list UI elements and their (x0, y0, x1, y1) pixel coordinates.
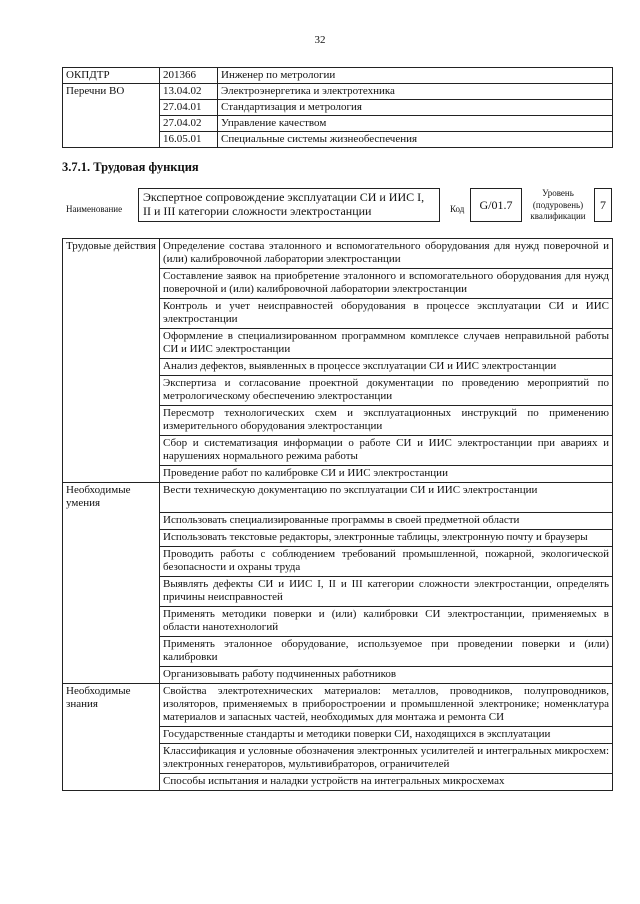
table-row (63, 743, 613, 773)
required-knowledge-item: Свойства электротехнических материалов: металлов, проводников, полупроводников, изоляторов, применяемых в приборостроении и промышленной электронике; номенклатура материалов и запасных частей, необходимых для монтажа и ремонта СИ (160, 683, 613, 726)
table-row (63, 466, 613, 483)
function-code-value: G/01.7 (470, 188, 522, 222)
required-skills-item: Проводить работы с соблюдением требований промышленной, пожарной, экологической безопасности и охраны труда (160, 546, 613, 576)
table-row (63, 299, 613, 329)
empty-cell (63, 406, 160, 436)
labor-function-table (62, 238, 613, 791)
section-heading: 3.7.1. Трудовая функция (62, 160, 199, 174)
table-row (63, 84, 613, 100)
labor-actions-item: Оформление в специализированном программном комплексе случаев неправильной работы СИ и ИИС электростанции (160, 329, 613, 359)
table-row (63, 773, 613, 790)
empty-cell (63, 666, 160, 683)
code-label: Код (450, 204, 465, 214)
empty-cell (63, 329, 160, 359)
labor-actions-item: Проведение работ по калибровке СИ и ИИС электростанции (160, 466, 613, 483)
name-label: Наименование (66, 204, 123, 214)
empty-cell (63, 546, 160, 576)
education-list-label: Перечни ВО (63, 84, 160, 100)
table-row (63, 529, 613, 546)
table-row (63, 606, 613, 636)
table-row (63, 132, 613, 148)
education-code: 13.04.02 (160, 84, 218, 100)
table-row (63, 666, 613, 683)
table-row (63, 329, 613, 359)
required-knowledge-label: Необходимые знания (63, 683, 160, 726)
required-knowledge-item: Классификация и условные обозначения электронных усилителей и интегральных микросхем: электронных генераторов, мультивибраторов, ограничителей (160, 743, 613, 773)
empty-cell (63, 116, 160, 132)
labor-actions-item: Составление заявок на приобретение эталонного и вспомогательного оборудования для нужд поверочной и (или) калибровочной лаборатории электростанции (160, 269, 613, 299)
function-name-value: Экспертное сопровождение эксплуатации СИ и ИИС I, II и III категории сложности электростанции (138, 188, 440, 222)
labor-function-body (63, 239, 613, 791)
required-knowledge-item: Государственные стандарты и методики поверки СИ, находящихся в эксплуатации (160, 726, 613, 743)
table-row (63, 68, 613, 84)
okpdtr-label: ОКПДТР (63, 68, 160, 84)
empty-cell (63, 636, 160, 666)
table-row (63, 512, 613, 529)
education-code: 27.04.01 (160, 100, 218, 116)
okpdtr-table (62, 67, 613, 148)
labor-actions-item: Сбор и систематизация информации о работе СИ и ИИС электростанции при авариях и нарушениях нормального режима работы (160, 436, 613, 466)
required-skills-item: Вести техническую документацию по эксплуатации СИ и ИИС электростанции (160, 483, 613, 513)
empty-cell (63, 576, 160, 606)
labor-actions-item: Анализ дефектов, выявленных в процессе эксплуатации СИ и ИИС электростанции (160, 359, 613, 376)
empty-cell (63, 376, 160, 406)
table-row (63, 683, 613, 726)
table-row (63, 359, 613, 376)
education-name: Специальные системы жизнеобеспечения (218, 132, 613, 148)
table-row (63, 100, 613, 116)
table-row (63, 406, 613, 436)
education-name: Управление качеством (218, 116, 613, 132)
required-knowledge-item: Способы испытания и наладки устройств на интегральных микросхемах (160, 773, 613, 790)
required-skills-item: Использовать специализированные программы в своей предметной области (160, 512, 613, 529)
empty-cell (63, 726, 160, 743)
qualification-level-label: Уровень (подуровень) квалификации (530, 188, 586, 221)
table-row (63, 576, 613, 606)
table-row (63, 636, 613, 666)
labor-actions-item: Экспертиза и согласование проектной документации по проведению мероприятий по метрологическому обеспечению электростанции (160, 376, 613, 406)
labor-actions-item: Определение состава эталонного и вспомогательного оборудования для нужд поверочной и (или) калибровочной лаборатории электростанции (160, 239, 613, 269)
empty-cell (63, 466, 160, 483)
table-row (63, 726, 613, 743)
labor-actions-item: Пересмотр технологических схем и эксплуатационных инструкций по применению измерительного оборудования электростанции (160, 406, 613, 436)
labor-actions-label: Трудовые действия (63, 239, 160, 269)
required-skills-item: Применять методики поверки и (или) калибровки СИ электростанции, применяемых в области нанотехнологий (160, 606, 613, 636)
table-row (63, 269, 613, 299)
education-code: 27.04.02 (160, 116, 218, 132)
table-row (63, 436, 613, 466)
page-number: 32 (314, 34, 326, 46)
empty-cell (63, 132, 160, 148)
qualification-level-value: 7 (594, 188, 612, 222)
empty-cell (63, 299, 160, 329)
empty-cell (63, 100, 160, 116)
empty-cell (63, 529, 160, 546)
empty-cell (63, 743, 160, 773)
empty-cell (63, 359, 160, 376)
empty-cell (63, 606, 160, 636)
education-code: 16.05.01 (160, 132, 218, 148)
empty-cell (63, 773, 160, 790)
education-name: Электроэнергетика и электротехника (218, 84, 613, 100)
table-row (63, 483, 613, 513)
table-row (63, 546, 613, 576)
table-row (63, 239, 613, 269)
okpdtr-name: Инженер по метрологии (218, 68, 613, 84)
table-row (63, 376, 613, 406)
labor-actions-item: Контроль и учет неисправностей оборудования в процессе эксплуатации СИ и ИИС электростанции (160, 299, 613, 329)
required-skills-item: Выявлять дефекты СИ и ИИС I, II и III категории сложности электростанции, определять причины неисправностей (160, 576, 613, 606)
required-skills-item: Организовывать работу подчиненных работников (160, 666, 613, 683)
required-skills-item: Применять эталонное оборудование, используемое при проведении поверки и (или) калибровки (160, 636, 613, 666)
empty-cell (63, 269, 160, 299)
okpdtr-code: 201366 (160, 68, 218, 84)
required-skills-item: Использовать текстовые редакторы, электронные таблицы, электронную почту и браузеры (160, 529, 613, 546)
required-skills-label: Необходимые умения (63, 483, 160, 513)
empty-cell (63, 512, 160, 529)
education-name: Стандартизация и метрология (218, 100, 613, 116)
empty-cell (63, 436, 160, 466)
table-row (63, 116, 613, 132)
